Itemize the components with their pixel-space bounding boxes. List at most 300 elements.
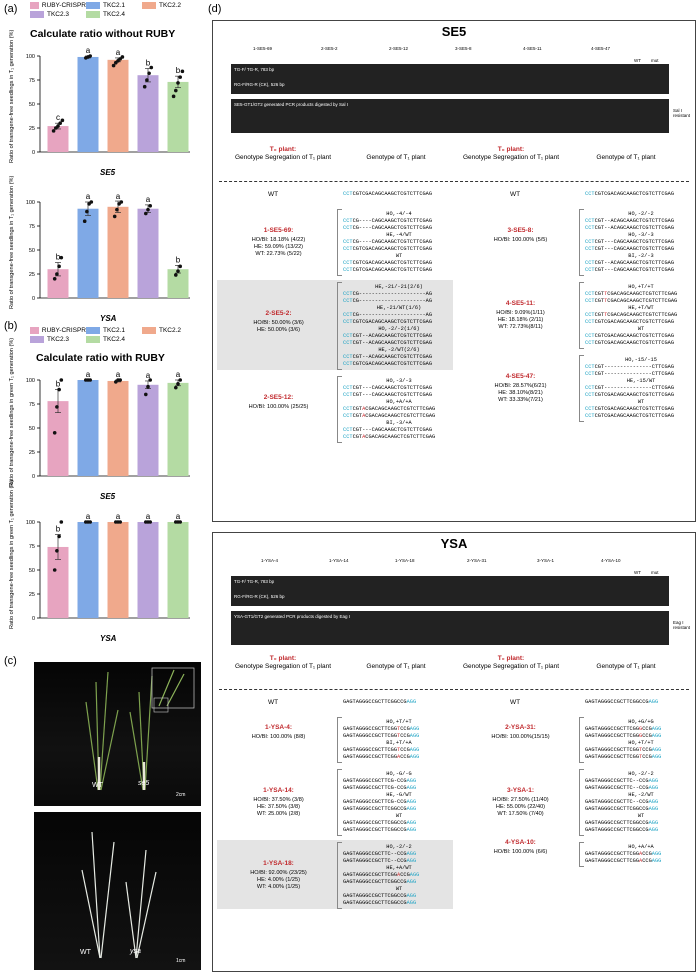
segregation-stat: HO/BI: 100.00%(15/15): [491, 734, 550, 740]
allele-sequence: CCTCGT--ACAGCAAGCTCGTCTTCGAG: [585, 218, 675, 224]
allele-sequence: GAGTAGGGCCGCTTCGGACCGAGG: [343, 872, 420, 878]
plant-line-name: 1-YSA-14:: [263, 786, 294, 794]
legend-a: [30, 2, 200, 18]
genotype-group: [221, 860, 336, 891]
scale-bar-label: 2cm: [176, 792, 186, 798]
data-point: [147, 71, 151, 75]
allele-sequence: CCTCG---------------------AG: [343, 298, 433, 304]
allele-sequence: CCTCGTCGACAGCAAGCTCGTCTTCGAG: [585, 333, 675, 339]
allele-sequence: CCTCGT---CAGCAAGCTCGTCTTCGAG: [585, 267, 675, 273]
bracket: [337, 376, 342, 443]
segregation-stat: WT: 17.50% (7/40): [497, 810, 544, 817]
gene-label: YSA: [100, 314, 117, 323]
allele-sequence: GAGTAGGGCCGCTTCGGCCGAGG: [343, 893, 417, 899]
se5-label: se5: [138, 780, 150, 787]
genotype-label: HO,-2/-2: [628, 211, 654, 217]
bar: [78, 522, 99, 618]
segregation-stat: WT: 22.73% (5/22): [255, 250, 302, 257]
data-point: [176, 269, 180, 273]
line-label: 1-YSA-4: [261, 558, 279, 563]
se5-genotype-table: [213, 187, 695, 517]
se5-title: SE5: [441, 24, 467, 39]
significance-letter: b: [55, 252, 61, 262]
data-point: [113, 215, 117, 219]
gene-label: SE5: [100, 492, 116, 501]
genotype-label: HO,-G/-G: [386, 771, 412, 777]
y-tick-label: 25: [28, 450, 35, 456]
line-label: 2-SE5-2: [321, 46, 338, 51]
data-point: [53, 568, 57, 572]
allele-sequence: GAGTAGGGCCGCTTC--CCGAGG: [585, 778, 659, 784]
y-tick-label: 50: [28, 426, 35, 432]
allele-sequence: GAGTAGGGCCGCTTCGGACCGAGG: [585, 858, 662, 864]
genotype-label: HO,+G/+G: [628, 719, 654, 725]
panel-label-a: (a): [4, 3, 18, 15]
data-point: [144, 212, 148, 216]
allele-sequence: GAGTAGGGCCGCTTCGGCCGAGG: [343, 900, 417, 906]
data-point: [174, 273, 178, 277]
bracket: [337, 769, 342, 836]
segregation-stat: HE: 38.10%(8/21): [498, 389, 543, 396]
divider: [219, 689, 689, 690]
allele-sequence: CCTCGTTCGACAGCAAGCTCGTCTTCGAG: [585, 298, 678, 304]
data-point: [121, 55, 125, 59]
wt-lane-label: WT: [634, 58, 641, 63]
data-point: [53, 277, 57, 281]
line-label: 1-YSA-18: [395, 558, 415, 563]
significance-letter: b: [145, 58, 151, 68]
plant-line-name: 1-YSA-4:: [264, 724, 293, 731]
scale-bar-label: 1cm: [176, 958, 186, 964]
genotype-label: HO,+T/+T: [386, 719, 412, 725]
allele-sequence: CCTCGT---------------CTTCGAG: [585, 371, 675, 377]
significance-letter: b: [175, 66, 181, 76]
legend-item: TKC2.3: [30, 11, 86, 18]
wt-sequence: CCTCGTCGACAGCAAGCTCGTCTTCGAG: [585, 191, 675, 197]
segregation-stat: HO/BI: 92.00% (23/25): [250, 869, 307, 876]
genotype-group: [463, 227, 578, 244]
genotype-group: [221, 310, 336, 334]
significance-letter: b: [175, 255, 181, 265]
plant-line-name: 1-YSA-18:: [263, 859, 294, 867]
allele-sequence: GAGTAGGGCCGCTTCGGTCCGAGG: [343, 726, 420, 732]
significance-letter: a: [85, 512, 91, 521]
line-label: 2-SE5-12: [389, 46, 409, 51]
bracket: [337, 282, 342, 370]
bar: [168, 269, 189, 298]
y-tick-label: 25: [28, 272, 35, 278]
allele-sequence: GAGTAGGGCCGCTTC--CCGAGG: [343, 851, 417, 857]
panel-b-title: Calculate ratio with RUBY: [36, 352, 165, 364]
segregation-stat: WT: 4.00% (1/25): [256, 883, 301, 890]
genotype-label: WT: [395, 886, 403, 892]
y-tick-label: 75: [28, 544, 35, 550]
allele-sequence: CCTCGT---CAGCAAGCTCGTCTTCGAG: [343, 385, 433, 391]
bracket: [337, 717, 342, 763]
allele-sequence: CCTCGT---------------CTTCGAG: [585, 385, 675, 391]
genotype-group: [221, 394, 336, 411]
ysa-header-geno-left: Genotype of T₁ plant: [366, 663, 426, 670]
ysa-gel-bottom: YSA-GT1/GT2 generated PCR products digested by Eag I: [231, 611, 669, 645]
data-point: [56, 124, 60, 128]
genotype-label: HE,-21/WT(1/6): [376, 305, 422, 311]
ysa-gel-block: [231, 558, 691, 668]
genotype-label: HO,-2/-2(1/6): [378, 326, 420, 332]
allele-sequence: GAGTAGGGCCGCTTC--CCGAGG: [585, 785, 659, 791]
data-point: [146, 385, 150, 389]
legend-item: TKC2.4: [86, 11, 142, 18]
significance-letter: a: [145, 194, 151, 204]
plant-line-name: 1-SE5-69:: [263, 226, 294, 234]
segregation-stat: HE: 55.00% (22/40): [495, 803, 546, 810]
significance-letter: a: [145, 512, 151, 521]
ysa-plant-photo: [34, 812, 201, 970]
data-point: [55, 549, 59, 553]
bar: [108, 522, 129, 618]
wt-row-label: WT: [267, 191, 279, 198]
allele-sequence: CCTCGTCGACAGCAAGCTCGTCTTCGAG: [585, 319, 675, 325]
y-tick-label: 0: [31, 150, 35, 156]
ysa-header-right: T₀ plant: Genotype Segregation of T₁ plant: [462, 655, 560, 670]
wt-row-label: WT: [509, 191, 521, 198]
genotype-label: HE,-2/WT(2/6): [378, 347, 420, 353]
segregation-stat: HO/BI: 27.50% (11/40): [492, 796, 549, 803]
segregation-stat: WT: 72.73%(8/11): [498, 323, 543, 330]
segregation-stat: HE: 59.09% (13/22): [253, 243, 304, 250]
bar: [78, 380, 99, 476]
genotype-label: HE,-2/WT: [628, 792, 654, 798]
genotype-group: [463, 300, 578, 331]
plant-line-name: 3-YSA-1:: [506, 786, 535, 794]
se5-gel-bottom: SE5-GT1/GT2 generated PCR products digested by Sal I: [231, 99, 669, 133]
genotype-label: HE,+T/WT: [628, 305, 654, 311]
significance-letter: a: [175, 512, 181, 521]
allele-sequence: GAGTAGGGCCGCTTCGGCCGAGG: [343, 806, 417, 812]
allele-sequence: GAGTAGGGCCGCTTCGGGCCGAGG: [585, 733, 662, 739]
segregation-stat: HO/BI: 100.00% (6/6): [493, 848, 548, 855]
y-axis-label: Ratio of transgene-free seedlings in T₁ generation (%): [9, 175, 15, 309]
y-tick-label: 75: [28, 402, 35, 408]
allele-sequence: CCTCG----CAGCAAGCTCGTCTTCGAG: [343, 218, 433, 224]
se5-gel-top: TG-F/ TG-R, 783 bp RG-F/RG-R (CK), 526 bp: [231, 64, 669, 94]
data-point: [61, 119, 65, 123]
se5-gel-block: [231, 46, 691, 156]
allele-sequence: GAGTAGGGCCGCTTCGGCCGAGG: [585, 820, 659, 826]
data-point: [181, 70, 185, 74]
data-point: [83, 219, 87, 223]
y-tick-label: 0: [31, 616, 35, 622]
bar: [168, 522, 189, 618]
y-tick-label: 25: [28, 126, 35, 132]
genotype-label: BI,-2/-3: [628, 253, 654, 259]
plant-line-name: 2-SE5-2:: [265, 310, 292, 317]
allele-sequence: CCTCGTCGACAGCAAGCTCGTCTTCGAG: [343, 319, 433, 325]
bracket: [337, 842, 342, 909]
segregation-stat: WT: 25.00% (2/8): [256, 810, 301, 817]
bar: [78, 209, 99, 298]
allele-sequence: CCTCGT--ACAGCAAGCTCGTCTTCGAG: [585, 260, 675, 266]
significance-letter: a: [175, 370, 181, 379]
bracket: [579, 769, 584, 836]
allele-sequence: CCTCGT---CAGCAAGCTCGTCTTCGAG: [343, 392, 433, 398]
allele-sequence: CCTCGT---CAGCAAGCTCGTCTTCGAG: [585, 246, 675, 252]
segregation-stat: WT: 33.33%(7/21): [498, 396, 543, 403]
segregation-stat: HO/BI: 18.18% (4/22): [251, 236, 306, 243]
y-tick-label: 50: [28, 248, 35, 254]
y-tick-label: 100: [25, 520, 35, 526]
allele-sequence: CCTCGT--ACAGCAAGCTCGTCTTCGAG: [343, 340, 433, 346]
allele-sequence: GAGTAGGGCCGCTTCGGCCGAGG: [585, 827, 659, 833]
mut-lane-label: mut: [651, 58, 659, 63]
bar: [108, 381, 129, 476]
y-axis-label: Ratio of transgene-free seedlings in T₁ generation (%): [9, 29, 15, 163]
allele-sequence: CCTCGTCGACAGCAAGCTCGTCTTCGAG: [585, 406, 675, 412]
bracket: [579, 842, 584, 867]
allele-sequence: CCTCG---------------------AG: [343, 312, 433, 318]
line-label: 1-SE5-69: [253, 46, 273, 51]
allele-sequence: CCTCGTCGACAGCAAGCTCGTCTTCGAG: [585, 392, 675, 398]
legend-item: TKC2.2: [142, 2, 198, 9]
data-point: [144, 393, 148, 397]
allele-sequence: CCTCGTTCGACAGCAAGCTCGTCTTCGAG: [585, 291, 678, 297]
wt-sequence: GAGTAGGGCCGCTTCGGCCGAGG: [343, 699, 417, 705]
allele-sequence: GAGTAGGGCCGCTTCGGCCGAGG: [343, 879, 417, 885]
bar: [168, 82, 189, 152]
allele-sequence: GAGTAGGGCCGCTTCGGCCGAGG: [585, 806, 659, 812]
segregation-stat: HO/BI: 100.00% (5/5): [493, 236, 548, 243]
gene-label: SE5: [100, 168, 116, 177]
significance-letter: a: [115, 192, 121, 201]
bar: [78, 57, 99, 152]
allele-sequence: CCTCGTACGACAGCAAGCTCGTCTTCGAG: [343, 406, 436, 412]
segregation-stat: HE: 50.00% (3/6): [257, 327, 300, 333]
y-tick-label: 100: [25, 378, 35, 384]
y-tick-label: 100: [25, 54, 35, 60]
y-tick-label: 50: [28, 568, 35, 574]
genotype-label: BI,+T/+A: [386, 740, 412, 746]
legend-item: TKC2.2: [142, 327, 198, 334]
data-point: [145, 78, 149, 82]
genotype-label: HO,-3/-3: [386, 378, 412, 384]
se5-header-geno-left: Genotype of T₁ plant: [366, 154, 426, 161]
line-label: 4-YSA-10: [601, 558, 621, 563]
allele-sequence: CCTCGT---------------CTTCGAG: [585, 364, 675, 370]
allele-sequence: GAGTAGGGCCGCTTCGGTCCGAGG: [343, 747, 420, 753]
genotype-label: WT: [395, 253, 403, 259]
significance-letter: a: [85, 46, 91, 55]
bracket: [337, 209, 342, 276]
data-point: [176, 382, 180, 386]
genotype-label: HO,-2/-2: [386, 844, 412, 850]
genotype-group: [221, 787, 336, 818]
line-label: 4-SE5-47: [591, 46, 611, 51]
genotype-label: HO,-3/-3: [628, 232, 654, 238]
legend-item: RUBY-CRISPR: [30, 327, 86, 334]
allele-sequence: CCTCGTCGACAGCAAGCTCGTCTTCGAG: [585, 340, 675, 346]
gene-label: YSA: [100, 634, 117, 643]
genotype-label: HE,+A/WT: [386, 865, 412, 871]
data-point: [172, 95, 176, 99]
bar: [48, 126, 69, 152]
y-tick-label: 0: [31, 296, 35, 302]
significance-letter: a: [85, 370, 91, 379]
data-point: [176, 81, 180, 85]
genotype-label: HO,-2/-2: [628, 771, 654, 777]
y-tick-label: 100: [25, 200, 35, 206]
line-label: 4-SE5-11: [523, 46, 542, 51]
divider: [219, 181, 689, 182]
bar: [108, 207, 129, 298]
y-tick-label: 75: [28, 78, 35, 84]
se5-header-right: T₀ plant: Genotype Segregation of T₁ plant: [462, 146, 560, 161]
data-point: [52, 129, 56, 133]
data-point: [174, 89, 178, 93]
legend-item: RUBY-CRISPR: [30, 2, 86, 9]
allele-sequence: CCTCGT--ACAGCAAGCTCGTCTTCGAG: [585, 225, 675, 231]
significance-letter: a: [115, 370, 121, 379]
bar: [168, 383, 189, 476]
genotype-label: HO,+T/+T: [628, 284, 654, 290]
allele-sequence: GAGTAGGGCCGCTTCGGCCGAGG: [343, 827, 417, 833]
legend-item: TKC2.1: [86, 2, 142, 9]
genotype-group: [221, 227, 336, 258]
y-tick-label: 75: [28, 224, 35, 230]
ysa-genotype-table: [213, 695, 695, 970]
allele-sequence: GAGTAGGGCCGCTTCGGTCCGAGG: [343, 733, 420, 739]
y-axis-label: Ratio of transgene-free seedlings in green T₁ generation (%): [9, 337, 15, 487]
allele-sequence: CCTCGTCGACAGCAAGCTCGTCTTCGAG: [343, 260, 433, 266]
data-point: [143, 85, 147, 89]
data-point: [60, 520, 64, 524]
allele-sequence: GAGTAGGGCCGCTTCGGTCCGAGG: [585, 747, 662, 753]
allele-sequence: CCTCGTTCGACAGCAAGCTCGTCTTCGAG: [585, 312, 678, 318]
allele-sequence: GAGTAGGGCCGCTTC--CCGAGG: [585, 799, 659, 805]
genotype-label: WT: [637, 326, 645, 332]
allele-sequence: GAGTAGGGCCGCTTCG-CCGAGG: [343, 778, 417, 784]
panel-label-b: (b): [4, 320, 18, 332]
allele-sequence: CCTCG----CAGCAAGCTCGTCTTCGAG: [343, 239, 433, 245]
genotype-group: [221, 724, 336, 741]
genotype-group: [463, 724, 578, 741]
allele-sequence: CCTCG----CAGCAAGCTCGTCTTCGAG: [343, 225, 433, 231]
segregation-stat: HE: 37.50% (3/8): [257, 803, 300, 810]
legend-item: TKC2.3: [30, 336, 86, 343]
data-point: [146, 208, 150, 212]
bracket: [579, 355, 584, 422]
allele-sequence: CCTCGTACGACAGCAAGCTCGTCTTCGAG: [343, 413, 436, 419]
ysa-header-geno-right: Genotype of T₁ plant: [596, 663, 656, 670]
line-label: 1-YSA-14: [329, 558, 349, 563]
panel-a-title: Calculate ratio without RUBY: [30, 28, 176, 40]
se5-header-left: T₀ plant: Genotype Segregation of T₁ plant: [234, 146, 332, 161]
allele-sequence: GAGTAGGGCCGCTTCGGACCGAGG: [585, 851, 662, 857]
genotype-group: [463, 373, 578, 404]
chart-a-ysa: [0, 175, 200, 333]
genotype-label: WT: [637, 399, 645, 405]
segregation-stat: HE: 18.18% (2/11): [497, 316, 544, 323]
data-point: [57, 535, 61, 539]
bar: [138, 75, 159, 152]
data-point: [55, 272, 59, 276]
data-point: [148, 204, 152, 208]
allele-sequence: GAGTAGGGCCGCTTCGGCCGAGG: [343, 820, 417, 826]
genotype-label: HE,-15/WT: [626, 378, 656, 384]
bar: [108, 60, 129, 152]
wt-sequence: CCTCGTCGACAGCAAGCTCGTCTTCGAG: [343, 191, 433, 197]
allele-sequence: CCTCGT--ACAGCAAGCTCGTCTTCGAG: [343, 354, 433, 360]
panel-label-d: (d): [208, 3, 222, 15]
bar: [138, 522, 159, 618]
segregation-stat: HO/BI: 50.00% (3/6): [253, 320, 304, 326]
bar: [138, 209, 159, 298]
significance-letter: a: [115, 512, 121, 521]
y-tick-label: 50: [28, 102, 35, 108]
segregation-stat: HO/BI: 37.50% (3/8): [253, 796, 304, 803]
bar-chart-svg: [0, 175, 200, 328]
plant-line-name: 3-SE5-8:: [507, 226, 534, 234]
plant-line-name: 4-SE5-11:: [505, 299, 536, 307]
wt-label: WT: [92, 782, 103, 789]
allele-sequence: GAGTAGGGCCGCTTCGGACCGAGG: [343, 754, 420, 760]
plant-line-name: 2-YSA-31:: [505, 724, 536, 731]
significance-letter: a: [85, 192, 91, 201]
wt-lane-label: WT: [634, 570, 641, 575]
data-point: [55, 405, 59, 409]
ysa-title: YSA: [440, 536, 468, 551]
data-point: [53, 431, 57, 435]
y-axis-label: Ratio of transgene-free seedlings in green T₁ generation (%): [9, 479, 15, 629]
se5-header-geno-right: Genotype of T₁ plant: [596, 154, 656, 161]
allele-sequence: GAGTAGGGCCGCTTC--CCGAGG: [343, 858, 417, 864]
panel-label-c: (c): [4, 655, 17, 667]
segregation-stat: HO/BI: 100.00% (25/25): [248, 403, 309, 410]
genotype-group: [463, 839, 578, 856]
significance-letter: a: [115, 47, 121, 57]
data-point: [178, 265, 182, 269]
se5-panel: [212, 20, 696, 522]
segregation-stat: HO/BI: 9.09%(1/11): [496, 309, 545, 316]
legend-item: TKC2.1: [86, 327, 142, 334]
segregation-stat: HO/BI: 100.00% (8/8): [251, 734, 306, 740]
allele-sequence: GAGTAGGGCCGCTTCGGTCCGAGG: [585, 754, 662, 760]
plant-line-name: 4-SE5-47:: [505, 372, 536, 380]
allele-sequence: CCTCGTCGACAGCAAGCTCGTCTTCGAG: [343, 246, 433, 252]
segregation-stat: HO/BI: 28.57%(6/21): [494, 382, 547, 389]
wt-row-label: WT: [267, 699, 279, 706]
plant-line-name: 2-SE5-12:: [263, 393, 294, 401]
bar: [138, 385, 159, 476]
legend-item: TKC2.4: [86, 336, 142, 343]
y-tick-label: 0: [31, 474, 35, 480]
genotype-label: WT: [637, 813, 645, 819]
significance-letter: b: [55, 524, 61, 534]
allele-sequence: CCTCGTCGACAGCAAGCTCGTCTTCGAG: [585, 413, 675, 419]
genotype-label: HO,+A/+A: [386, 399, 412, 405]
mut-lane-label: mut: [651, 570, 659, 575]
significance-letter: b: [55, 379, 61, 389]
genotype-label: HE,-G/WT: [386, 792, 412, 798]
allele-sequence: CCTCGT---CAGCAAGCTCGTCTTCGAG: [343, 427, 433, 433]
segregation-stat: HE: 4.00% (1/25): [257, 876, 300, 883]
significance-letter: a: [145, 370, 151, 380]
resistant-label: Sal I resistant: [673, 108, 691, 118]
data-point: [178, 75, 182, 79]
resistant-label: Eag I resistant: [673, 620, 691, 630]
data-point: [85, 210, 89, 214]
allele-sequence: CCTCGT--ACAGCAAGCTCGTCTTCGAG: [343, 333, 433, 339]
data-point: [115, 208, 119, 212]
bracket: [579, 717, 584, 763]
